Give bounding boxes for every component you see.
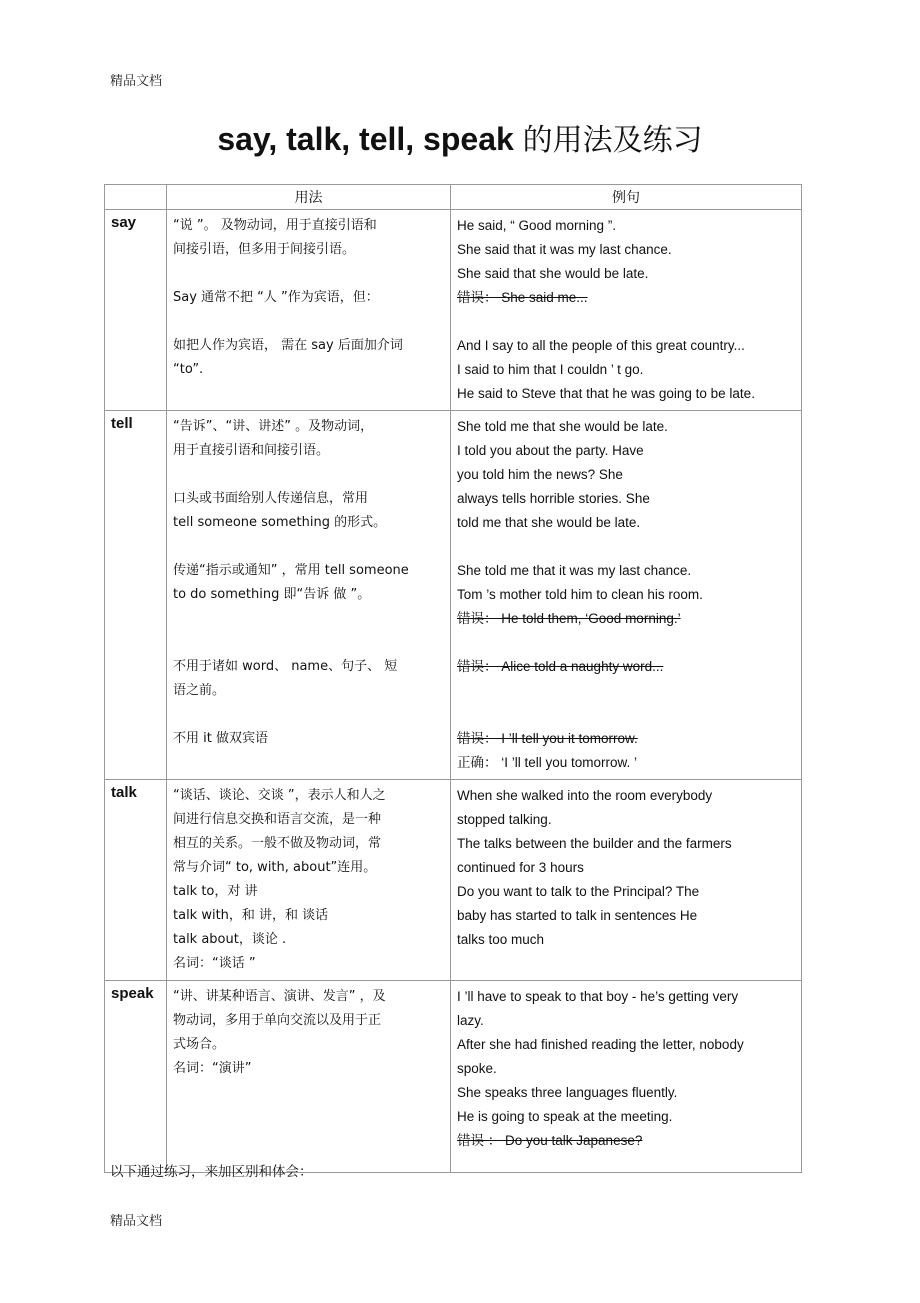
usage-line: to do something 即“告诉 做 ”。	[173, 587, 371, 602]
word-cell: say	[105, 210, 167, 411]
usage-line: 物动词，多用于单向交流以及用于正	[173, 1013, 382, 1028]
usage-line	[173, 631, 444, 655]
example-line	[457, 679, 795, 703]
example-line: baby has started to talk in sentences He	[457, 908, 698, 923]
usage-line: 名词：“谈话 ”	[173, 956, 256, 971]
usage-line: “谈话、谈论、交谈 ”，表示人和人之	[173, 788, 386, 803]
example-line: He is going to speak at the meeting.	[457, 1109, 673, 1124]
examples-cell	[451, 210, 802, 411]
example-line: spoke.	[457, 1061, 497, 1076]
usage-cell	[167, 411, 451, 780]
usage-line: tell someone something 的形式。	[173, 515, 387, 530]
example-line	[457, 703, 795, 727]
page-title	[0, 115, 920, 159]
error-example: 错误 ： Do you talk Japanese?	[457, 1133, 643, 1148]
usage-line: 间进行信息交换和语言交流，是一种	[173, 812, 382, 827]
table-row	[105, 411, 802, 780]
usage-line	[173, 310, 444, 334]
usage-line: 式场合。	[173, 1037, 226, 1052]
page-header: 精品文档	[110, 74, 163, 89]
usage-line	[173, 535, 444, 559]
usage-cell	[167, 210, 451, 411]
exercise-note: 以下通过练习，来加区别和体会：	[110, 1164, 313, 1180]
example-line: After she had finished reading the letter, nobody	[457, 1037, 744, 1052]
error-example: 错误： He told them, ‘Good morning.’	[457, 611, 681, 626]
example-line: lazy.	[457, 1013, 484, 1028]
usage-cell	[167, 981, 451, 1173]
title-english: say, talk, tell, speak	[217, 121, 514, 157]
example-line: The talks between the builder and the farmers	[457, 836, 732, 851]
usage-line: “告诉”、“讲、讲述” 。及物动词，	[173, 419, 374, 434]
usage-line: 口头或书面给别人传递信息，常用	[173, 491, 369, 506]
example-line: She told me that it was my last chance.	[457, 563, 692, 578]
usage-line: 常与介词“ to, with, about”连用。	[173, 860, 377, 875]
title-chinese: 的用法及练习	[522, 123, 703, 158]
usage-line: “讲、讲某种语言、演讲、发言” ，及	[173, 989, 386, 1004]
error-example: 错误： She said me...	[457, 290, 588, 305]
example-line: continued for 3 hours	[457, 860, 584, 875]
examples-cell	[451, 411, 802, 780]
usage-line: 不用于诸如 word、 name、句子、 短	[173, 659, 398, 674]
example-line: Tom ’s mother told him to clean his room.	[457, 587, 703, 602]
usage-line: 如把人作为宾语， 需在 say 后面加介词	[173, 338, 403, 353]
example-line: She said that it was my last chance.	[457, 242, 672, 257]
word-cell: tell	[105, 411, 167, 780]
table-row	[105, 210, 802, 411]
usage-line: Say 通常不把 “人 ”作为宾语，但：	[173, 290, 379, 305]
examples-cell	[451, 981, 802, 1173]
usage-line: talk to，对 讲	[173, 884, 258, 899]
examples-cell	[451, 780, 802, 981]
example-line: Do you want to talk to the Principal? The	[457, 884, 700, 899]
header-cell-word	[105, 185, 167, 210]
example-line: told me that she would be late.	[457, 515, 641, 530]
header-cell-usage: 用法	[167, 185, 451, 210]
example-line: I ’ll have to speak to that boy - he’s getting very	[457, 989, 739, 1004]
usage-line: 传递“指示或通知” ，常用 tell someone	[173, 563, 409, 578]
usage-line: 相互的关系。一般不做及物动词，常	[173, 836, 382, 851]
example-line	[457, 631, 795, 655]
example-line: When she walked into the room everybody	[457, 788, 713, 803]
example-line: I told you about the party. Have	[457, 443, 644, 458]
example-line: She told me that she would be late.	[457, 419, 668, 434]
usage-line	[173, 607, 444, 631]
usage-line: 不用 it 做双宾语	[173, 731, 268, 746]
example-line	[457, 310, 795, 334]
table-row	[105, 780, 802, 981]
example-line: talks too much	[457, 932, 545, 947]
usage-line	[173, 262, 444, 286]
example-line: He said, “ Good morning ”.	[457, 218, 617, 233]
example-line: She speaks three languages fluently.	[457, 1085, 678, 1100]
usage-line: talk with，和 讲，和 谈话	[173, 908, 329, 923]
usage-line: talk about，谈论 .	[173, 932, 287, 947]
usage-line: 语之前。	[173, 683, 226, 698]
usage-line: 名词：“演讲”	[173, 1061, 252, 1076]
page-footer: 精品文档	[110, 1214, 163, 1229]
usage-line: “to”.	[173, 362, 204, 377]
example-line: She said that she would be late.	[457, 266, 649, 281]
example-line: stopped talking.	[457, 812, 552, 827]
usage-line: 用于直接引语和间接引语。	[173, 443, 330, 458]
example-line: 正确： ‘I ’ll tell you tomorrow. ’	[457, 755, 638, 770]
example-line: you told him the news? She	[457, 467, 623, 482]
usage-line: 间接引语，但多用于间接引语。	[173, 242, 356, 257]
word-cell: talk	[105, 780, 167, 981]
header-cell-examples: 例句	[451, 185, 802, 210]
error-example: 错误： Alice told a naughty word...	[457, 659, 664, 674]
table-row	[105, 981, 802, 1173]
example-line	[457, 535, 795, 559]
usage-table	[104, 184, 802, 1173]
example-line: And I say to all the people of this great country...	[457, 338, 745, 353]
usage-line	[173, 463, 444, 487]
usage-cell	[167, 780, 451, 981]
table-header-row	[105, 185, 802, 210]
example-line: I said to him that I couldn ’ t go.	[457, 362, 644, 377]
example-line: always tells horrible stories. She	[457, 491, 650, 506]
word-cell: speak	[105, 981, 167, 1173]
usage-line	[173, 703, 444, 727]
example-line: He said to Steve that that he was going to be late.	[457, 386, 755, 401]
error-example: 错误： I ’ll tell you it tomorrow.	[457, 731, 638, 746]
usage-line: “说 ”。 及物动词，用于直接引语和	[173, 218, 377, 233]
